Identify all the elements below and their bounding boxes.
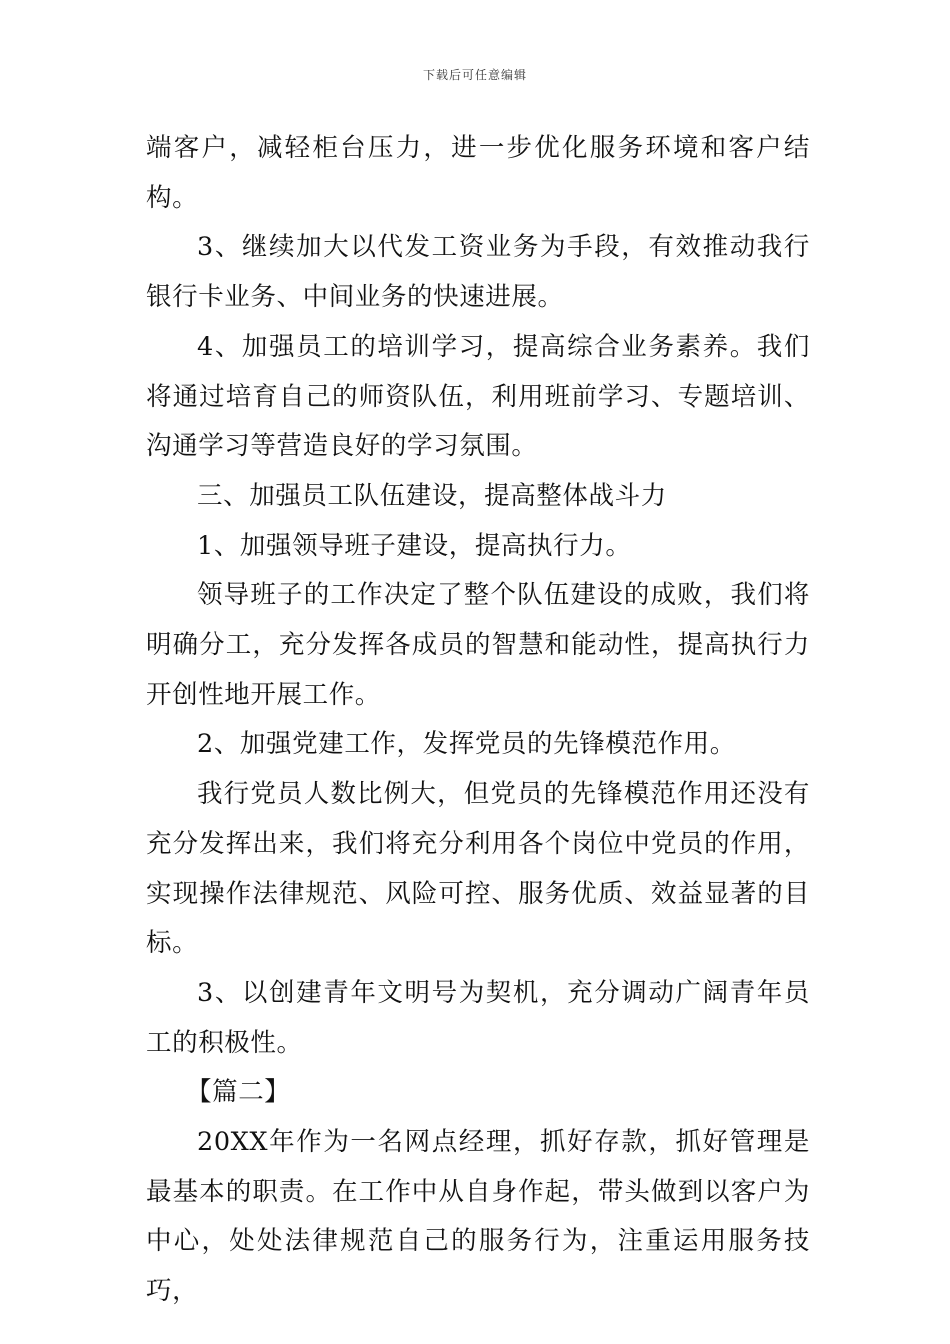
page-header: 下载后可任意编辑	[422, 68, 527, 82]
paragraph-item-4: 4、加强员工的培训学习，提高综合业务素养。我们将通过培育自己的师资队伍，利用班前学习、专题培训、沟通学习等营造良好的学习氛围。	[146, 331, 810, 462]
subheading-1: 1、加强领导班子建设，提高执行力。	[197, 530, 632, 561]
paragraph-party-members: 我行党员人数比例大，但党员的先锋模范作用还没有充分发挥出来，我们将充分利用各个岗位中党员的作用，实现操作法律规范、风险可控、服务优质、效益显著的目标。	[146, 779, 810, 959]
section-heading-3: 三、加强员工队伍建设，提高整体战斗力	[197, 480, 667, 511]
paragraph-leadership: 领导班子的工作决定了整个队伍建设的成败，我们将明确分工，充分发挥各成员的智慧和能动性，提高执行力开创性地开展工作。	[146, 580, 810, 710]
subheading-3: 3、以创建青年文明号为契机，充分调动广阔青年员工的积极性。	[146, 977, 810, 1058]
paragraph-item-3: 3、继续加大以代发工资业务为手段，有效推动我行银行卡业务、中间业务的快速进展。	[146, 232, 810, 313]
paragraph-continuation: 端客户，减轻柜台压力，进一步优化服务环境和客户结构。	[146, 133, 810, 213]
subheading-2: 2、加强党建工作，发挥党员的先锋模范作用。	[197, 729, 736, 760]
chapter-heading: 【篇二】	[186, 1077, 291, 1108]
paragraph-manager: 20XX年作为一名网点经理，抓好存款，抓好管理是最基本的职责。在工作中从自身作起，带头做到以客户为中心，处处法律规范自己的服务行为，注重运用服务技巧，	[146, 1127, 810, 1307]
document-body	[146, 124, 810, 1317]
